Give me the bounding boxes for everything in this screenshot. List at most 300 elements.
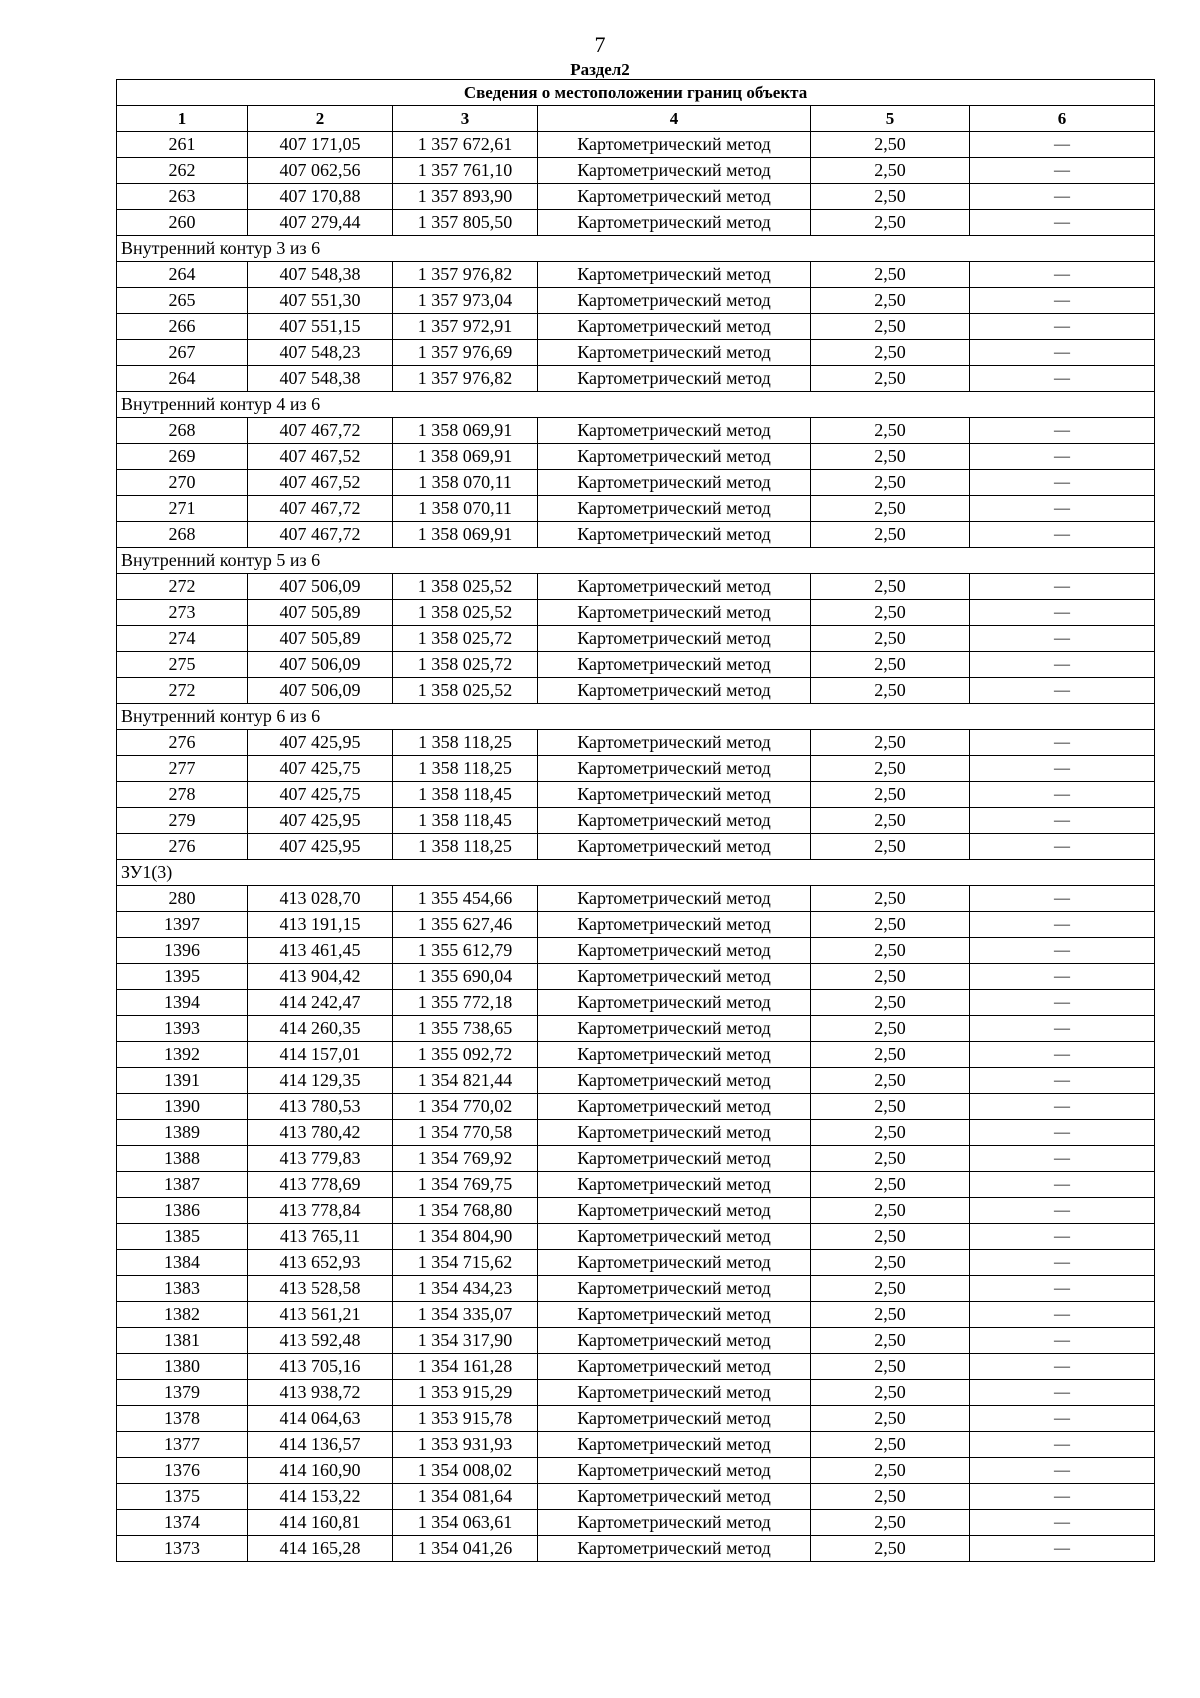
description-cell: —	[970, 1536, 1155, 1562]
x-coordinate-cell: 414 165,28	[248, 1536, 393, 1562]
accuracy-cell: 2,50	[811, 808, 970, 834]
table-row	[117, 418, 1155, 444]
y-coordinate-cell: 1 355 627,46	[393, 912, 538, 938]
point-number-cell: 263	[117, 184, 248, 210]
method-cell: Картометрический метод	[538, 522, 811, 548]
header-row	[117, 106, 1155, 132]
x-coordinate-cell: 413 705,16	[248, 1354, 393, 1380]
x-coordinate-cell: 407 548,38	[248, 366, 393, 392]
description-cell: —	[970, 496, 1155, 522]
y-coordinate-cell: 1 358 069,91	[393, 418, 538, 444]
method-cell: Картометрический метод	[538, 964, 811, 990]
y-coordinate-cell: 1 358 069,91	[393, 444, 538, 470]
x-coordinate-cell: 407 171,05	[248, 132, 393, 158]
x-coordinate-cell: 413 592,48	[248, 1328, 393, 1354]
x-coordinate-cell: 407 425,95	[248, 808, 393, 834]
x-coordinate-cell: 414 157,01	[248, 1042, 393, 1068]
table-row	[117, 184, 1155, 210]
x-coordinate-cell: 414 160,90	[248, 1458, 393, 1484]
description-cell: —	[970, 366, 1155, 392]
accuracy-cell: 2,50	[811, 1458, 970, 1484]
y-coordinate-cell: 1 358 070,11	[393, 496, 538, 522]
description-cell: —	[970, 1250, 1155, 1276]
page-number: 7	[594, 32, 606, 57]
method-cell: Картометрический метод	[538, 158, 811, 184]
method-cell: Картометрический метод	[538, 834, 811, 860]
x-coordinate-cell: 407 551,30	[248, 288, 393, 314]
table-row	[117, 1354, 1155, 1380]
y-coordinate-cell: 1 358 025,52	[393, 600, 538, 626]
accuracy-cell: 2,50	[811, 210, 970, 236]
description-cell: —	[970, 834, 1155, 860]
method-cell: Картометрический метод	[538, 1510, 811, 1536]
table-caption: Сведения о местоположении границ объекта	[117, 80, 1155, 106]
method-cell: Картометрический метод	[538, 1146, 811, 1172]
y-coordinate-cell: 1 357 672,61	[393, 132, 538, 158]
y-coordinate-cell: 1 357 976,82	[393, 366, 538, 392]
x-coordinate-cell: 414 136,57	[248, 1432, 393, 1458]
method-cell: Картометрический метод	[538, 912, 811, 938]
contour-group-title: Внутренний контур 5 из 6	[117, 548, 1155, 574]
point-number-cell: 1386	[117, 1198, 248, 1224]
x-coordinate-cell: 414 129,35	[248, 1068, 393, 1094]
method-cell: Картометрический метод	[538, 314, 811, 340]
table-row	[117, 1484, 1155, 1510]
accuracy-cell: 2,50	[811, 444, 970, 470]
table-row	[117, 1094, 1155, 1120]
point-number-cell: 1379	[117, 1380, 248, 1406]
point-number-cell: 1385	[117, 1224, 248, 1250]
accuracy-cell: 2,50	[811, 418, 970, 444]
description-cell: —	[970, 1094, 1155, 1120]
point-number-cell: 1373	[117, 1536, 248, 1562]
table-row	[117, 1302, 1155, 1328]
table-row	[117, 132, 1155, 158]
point-number-cell: 279	[117, 808, 248, 834]
section-title: Раздел2	[570, 60, 630, 79]
y-coordinate-cell: 1 357 976,82	[393, 262, 538, 288]
point-number-cell: 270	[117, 470, 248, 496]
description-cell: —	[970, 522, 1155, 548]
table-row	[117, 1458, 1155, 1484]
description-cell: —	[970, 756, 1155, 782]
method-cell: Картометрический метод	[538, 366, 811, 392]
y-coordinate-cell: 1 354 821,44	[393, 1068, 538, 1094]
point-number-cell: 272	[117, 678, 248, 704]
contour-group-title: Внутренний контур 3 из 6	[117, 236, 1155, 262]
description-cell: —	[970, 1380, 1155, 1406]
x-coordinate-cell: 407 505,89	[248, 600, 393, 626]
table-row	[117, 782, 1155, 808]
x-coordinate-cell: 407 506,09	[248, 652, 393, 678]
method-cell: Картометрический метод	[538, 132, 811, 158]
description-cell: —	[970, 1458, 1155, 1484]
description-cell: —	[970, 184, 1155, 210]
accuracy-cell: 2,50	[811, 600, 970, 626]
table-row	[117, 756, 1155, 782]
accuracy-cell: 2,50	[811, 886, 970, 912]
point-number-cell: 1392	[117, 1042, 248, 1068]
description-cell: —	[970, 1146, 1155, 1172]
description-cell: —	[970, 1302, 1155, 1328]
table-row	[117, 1016, 1155, 1042]
table-row	[117, 1146, 1155, 1172]
y-coordinate-cell: 1 354 161,28	[393, 1354, 538, 1380]
method-cell: Картометрический метод	[538, 730, 811, 756]
point-number-cell: 272	[117, 574, 248, 600]
point-number-cell: 1391	[117, 1068, 248, 1094]
method-cell: Картометрический метод	[538, 184, 811, 210]
contour-group-row	[117, 704, 1155, 730]
accuracy-cell: 2,50	[811, 314, 970, 340]
column-header: 1	[117, 106, 248, 132]
table-row	[117, 990, 1155, 1016]
description-cell: —	[970, 938, 1155, 964]
table-row	[117, 158, 1155, 184]
description-cell: —	[970, 1484, 1155, 1510]
table-row	[117, 366, 1155, 392]
y-coordinate-cell: 1 354 804,90	[393, 1224, 538, 1250]
y-coordinate-cell: 1 358 025,52	[393, 678, 538, 704]
table-row	[117, 912, 1155, 938]
method-cell: Картометрический метод	[538, 1094, 811, 1120]
accuracy-cell: 2,50	[811, 1094, 970, 1120]
point-number-cell: 276	[117, 730, 248, 756]
description-cell: —	[970, 1276, 1155, 1302]
description-cell: —	[970, 1198, 1155, 1224]
point-number-cell: 1393	[117, 1016, 248, 1042]
method-cell: Картометрический метод	[538, 938, 811, 964]
x-coordinate-cell: 413 938,72	[248, 1380, 393, 1406]
column-header: 5	[811, 106, 970, 132]
y-coordinate-cell: 1 357 976,69	[393, 340, 538, 366]
table-row	[117, 210, 1155, 236]
description-cell: —	[970, 444, 1155, 470]
method-cell: Картометрический метод	[538, 990, 811, 1016]
point-number-cell: 275	[117, 652, 248, 678]
y-coordinate-cell: 1 358 118,45	[393, 782, 538, 808]
table-row	[117, 1536, 1155, 1562]
point-number-cell: 1380	[117, 1354, 248, 1380]
accuracy-cell: 2,50	[811, 158, 970, 184]
y-coordinate-cell: 1 358 070,11	[393, 470, 538, 496]
x-coordinate-cell: 414 260,35	[248, 1016, 393, 1042]
table-row	[117, 1198, 1155, 1224]
y-coordinate-cell: 1 354 770,02	[393, 1094, 538, 1120]
point-number-cell: 262	[117, 158, 248, 184]
y-coordinate-cell: 1 358 118,25	[393, 730, 538, 756]
table-row	[117, 964, 1155, 990]
table-row	[117, 574, 1155, 600]
point-number-cell: 1394	[117, 990, 248, 1016]
x-coordinate-cell: 407 062,56	[248, 158, 393, 184]
description-cell: —	[970, 1172, 1155, 1198]
point-number-cell: 273	[117, 600, 248, 626]
x-coordinate-cell: 413 780,53	[248, 1094, 393, 1120]
accuracy-cell: 2,50	[811, 1432, 970, 1458]
accuracy-cell: 2,50	[811, 1016, 970, 1042]
x-coordinate-cell: 407 170,88	[248, 184, 393, 210]
table-row	[117, 808, 1155, 834]
method-cell: Картометрический метод	[538, 808, 811, 834]
x-coordinate-cell: 407 506,09	[248, 574, 393, 600]
y-coordinate-cell: 1 354 008,02	[393, 1458, 538, 1484]
table-row	[117, 470, 1155, 496]
description-cell: —	[970, 340, 1155, 366]
accuracy-cell: 2,50	[811, 496, 970, 522]
y-coordinate-cell: 1 358 069,91	[393, 522, 538, 548]
column-header: 2	[248, 106, 393, 132]
accuracy-cell: 2,50	[811, 912, 970, 938]
x-coordinate-cell: 407 467,52	[248, 470, 393, 496]
boundary-table	[116, 79, 1155, 1562]
accuracy-cell: 2,50	[811, 964, 970, 990]
x-coordinate-cell: 413 778,69	[248, 1172, 393, 1198]
accuracy-cell: 2,50	[811, 756, 970, 782]
accuracy-cell: 2,50	[811, 1146, 970, 1172]
description-cell: —	[970, 158, 1155, 184]
accuracy-cell: 2,50	[811, 990, 970, 1016]
x-coordinate-cell: 407 548,23	[248, 340, 393, 366]
accuracy-cell: 2,50	[811, 262, 970, 288]
y-coordinate-cell: 1 353 915,29	[393, 1380, 538, 1406]
description-cell: —	[970, 574, 1155, 600]
accuracy-cell: 2,50	[811, 626, 970, 652]
point-number-cell: 274	[117, 626, 248, 652]
x-coordinate-cell: 413 028,70	[248, 886, 393, 912]
y-coordinate-cell: 1 355 738,65	[393, 1016, 538, 1042]
method-cell: Картометрический метод	[538, 262, 811, 288]
description-cell: —	[970, 600, 1155, 626]
y-coordinate-cell: 1 358 118,45	[393, 808, 538, 834]
y-coordinate-cell: 1 358 025,72	[393, 652, 538, 678]
y-coordinate-cell: 1 354 317,90	[393, 1328, 538, 1354]
description-cell: —	[970, 1068, 1155, 1094]
description-cell: —	[970, 1406, 1155, 1432]
y-coordinate-cell: 1 358 025,72	[393, 626, 538, 652]
point-number-cell: 1395	[117, 964, 248, 990]
y-coordinate-cell: 1 358 025,52	[393, 574, 538, 600]
method-cell: Картометрический метод	[538, 1406, 811, 1432]
description-cell: —	[970, 678, 1155, 704]
point-number-cell: 277	[117, 756, 248, 782]
accuracy-cell: 2,50	[811, 288, 970, 314]
column-header: 4	[538, 106, 811, 132]
column-header: 6	[970, 106, 1155, 132]
table-row	[117, 444, 1155, 470]
method-cell: Картометрический метод	[538, 1302, 811, 1328]
point-number-cell: 1376	[117, 1458, 248, 1484]
point-number-cell: 265	[117, 288, 248, 314]
y-coordinate-cell: 1 354 768,80	[393, 1198, 538, 1224]
method-cell: Картометрический метод	[538, 1276, 811, 1302]
table-row	[117, 1172, 1155, 1198]
y-coordinate-cell: 1 354 769,92	[393, 1146, 538, 1172]
point-number-cell: 1390	[117, 1094, 248, 1120]
accuracy-cell: 2,50	[811, 678, 970, 704]
x-coordinate-cell: 407 505,89	[248, 626, 393, 652]
table-row	[117, 496, 1155, 522]
description-cell: —	[970, 1120, 1155, 1146]
x-coordinate-cell: 407 551,15	[248, 314, 393, 340]
table-row	[117, 886, 1155, 912]
method-cell: Картометрический метод	[538, 1536, 811, 1562]
method-cell: Картометрический метод	[538, 886, 811, 912]
point-number-cell: 1382	[117, 1302, 248, 1328]
method-cell: Картометрический метод	[538, 1198, 811, 1224]
y-coordinate-cell: 1 357 893,90	[393, 184, 538, 210]
column-header: 3	[393, 106, 538, 132]
y-coordinate-cell: 1 353 915,78	[393, 1406, 538, 1432]
description-cell: —	[970, 990, 1155, 1016]
description-cell: —	[970, 418, 1155, 444]
point-number-cell: 1375	[117, 1484, 248, 1510]
accuracy-cell: 2,50	[811, 1328, 970, 1354]
method-cell: Картометрический метод	[538, 1484, 811, 1510]
point-number-cell: 1378	[117, 1406, 248, 1432]
y-coordinate-cell: 1 354 770,58	[393, 1120, 538, 1146]
y-coordinate-cell: 1 354 081,64	[393, 1484, 538, 1510]
y-coordinate-cell: 1 355 454,66	[393, 886, 538, 912]
method-cell: Картометрический метод	[538, 496, 811, 522]
description-cell: —	[970, 1354, 1155, 1380]
point-number-cell: 269	[117, 444, 248, 470]
accuracy-cell: 2,50	[811, 1224, 970, 1250]
method-cell: Картометрический метод	[538, 418, 811, 444]
method-cell: Картометрический метод	[538, 782, 811, 808]
accuracy-cell: 2,50	[811, 1172, 970, 1198]
x-coordinate-cell: 413 191,15	[248, 912, 393, 938]
x-coordinate-cell: 407 425,95	[248, 730, 393, 756]
point-number-cell: 280	[117, 886, 248, 912]
description-cell: —	[970, 730, 1155, 756]
contour-group-row	[117, 236, 1155, 262]
accuracy-cell: 2,50	[811, 652, 970, 678]
accuracy-cell: 2,50	[811, 938, 970, 964]
point-number-cell: 1387	[117, 1172, 248, 1198]
point-number-cell: 271	[117, 496, 248, 522]
accuracy-cell: 2,50	[811, 470, 970, 496]
x-coordinate-cell: 407 467,72	[248, 418, 393, 444]
y-coordinate-cell: 1 355 092,72	[393, 1042, 538, 1068]
table-row	[117, 1224, 1155, 1250]
x-coordinate-cell: 413 780,42	[248, 1120, 393, 1146]
method-cell: Картометрический метод	[538, 1354, 811, 1380]
y-coordinate-cell: 1 354 335,07	[393, 1302, 538, 1328]
method-cell: Картометрический метод	[538, 1224, 811, 1250]
x-coordinate-cell: 407 425,95	[248, 834, 393, 860]
method-cell: Картометрический метод	[538, 756, 811, 782]
point-number-cell: 267	[117, 340, 248, 366]
method-cell: Картометрический метод	[538, 1328, 811, 1354]
table-row	[117, 314, 1155, 340]
x-coordinate-cell: 414 153,22	[248, 1484, 393, 1510]
description-cell: —	[970, 626, 1155, 652]
point-number-cell: 264	[117, 262, 248, 288]
description-cell: —	[970, 1042, 1155, 1068]
x-coordinate-cell: 414 064,63	[248, 1406, 393, 1432]
point-number-cell: 268	[117, 522, 248, 548]
y-coordinate-cell: 1 353 931,93	[393, 1432, 538, 1458]
point-number-cell: 1383	[117, 1276, 248, 1302]
method-cell: Картометрический метод	[538, 1042, 811, 1068]
x-coordinate-cell: 407 467,52	[248, 444, 393, 470]
description-cell: —	[970, 782, 1155, 808]
point-number-cell: 260	[117, 210, 248, 236]
point-number-cell: 278	[117, 782, 248, 808]
y-coordinate-cell: 1 355 612,79	[393, 938, 538, 964]
accuracy-cell: 2,50	[811, 834, 970, 860]
method-cell: Картометрический метод	[538, 444, 811, 470]
accuracy-cell: 2,50	[811, 1250, 970, 1276]
table-row	[117, 626, 1155, 652]
accuracy-cell: 2,50	[811, 1380, 970, 1406]
method-cell: Картометрический метод	[538, 1458, 811, 1484]
table-row	[117, 1068, 1155, 1094]
x-coordinate-cell: 413 652,93	[248, 1250, 393, 1276]
description-cell: —	[970, 1328, 1155, 1354]
method-cell: Картометрический метод	[538, 1172, 811, 1198]
method-cell: Картометрический метод	[538, 210, 811, 236]
y-coordinate-cell: 1 358 118,25	[393, 834, 538, 860]
accuracy-cell: 2,50	[811, 1510, 970, 1536]
contour-group-row	[117, 392, 1155, 418]
accuracy-cell: 2,50	[811, 366, 970, 392]
point-number-cell: 1381	[117, 1328, 248, 1354]
x-coordinate-cell: 413 461,45	[248, 938, 393, 964]
accuracy-cell: 2,50	[811, 1406, 970, 1432]
point-number-cell: 261	[117, 132, 248, 158]
table-row	[117, 288, 1155, 314]
y-coordinate-cell: 1 357 805,50	[393, 210, 538, 236]
point-number-cell: 1389	[117, 1120, 248, 1146]
accuracy-cell: 2,50	[811, 132, 970, 158]
accuracy-cell: 2,50	[811, 184, 970, 210]
table-row	[117, 340, 1155, 366]
description-cell: —	[970, 652, 1155, 678]
accuracy-cell: 2,50	[811, 1276, 970, 1302]
description-cell: —	[970, 964, 1155, 990]
y-coordinate-cell: 1 358 118,25	[393, 756, 538, 782]
method-cell: Картометрический метод	[538, 574, 811, 600]
description-cell: —	[970, 1224, 1155, 1250]
method-cell: Картометрический метод	[538, 1250, 811, 1276]
y-coordinate-cell: 1 354 715,62	[393, 1250, 538, 1276]
accuracy-cell: 2,50	[811, 1068, 970, 1094]
x-coordinate-cell: 414 160,81	[248, 1510, 393, 1536]
table-row	[117, 262, 1155, 288]
accuracy-cell: 2,50	[811, 730, 970, 756]
point-number-cell: 276	[117, 834, 248, 860]
y-coordinate-cell: 1 354 769,75	[393, 1172, 538, 1198]
x-coordinate-cell: 413 528,58	[248, 1276, 393, 1302]
point-number-cell: 1384	[117, 1250, 248, 1276]
point-number-cell: 1388	[117, 1146, 248, 1172]
x-coordinate-cell: 407 279,44	[248, 210, 393, 236]
x-coordinate-cell: 407 548,38	[248, 262, 393, 288]
method-cell: Картометрический метод	[538, 288, 811, 314]
x-coordinate-cell: 407 425,75	[248, 756, 393, 782]
description-cell: —	[970, 1016, 1155, 1042]
y-coordinate-cell: 1 357 972,91	[393, 314, 538, 340]
table-row	[117, 730, 1155, 756]
table-row	[117, 1328, 1155, 1354]
accuracy-cell: 2,50	[811, 522, 970, 548]
description-cell: —	[970, 132, 1155, 158]
y-coordinate-cell: 1 354 063,61	[393, 1510, 538, 1536]
x-coordinate-cell: 413 904,42	[248, 964, 393, 990]
table-row	[117, 522, 1155, 548]
